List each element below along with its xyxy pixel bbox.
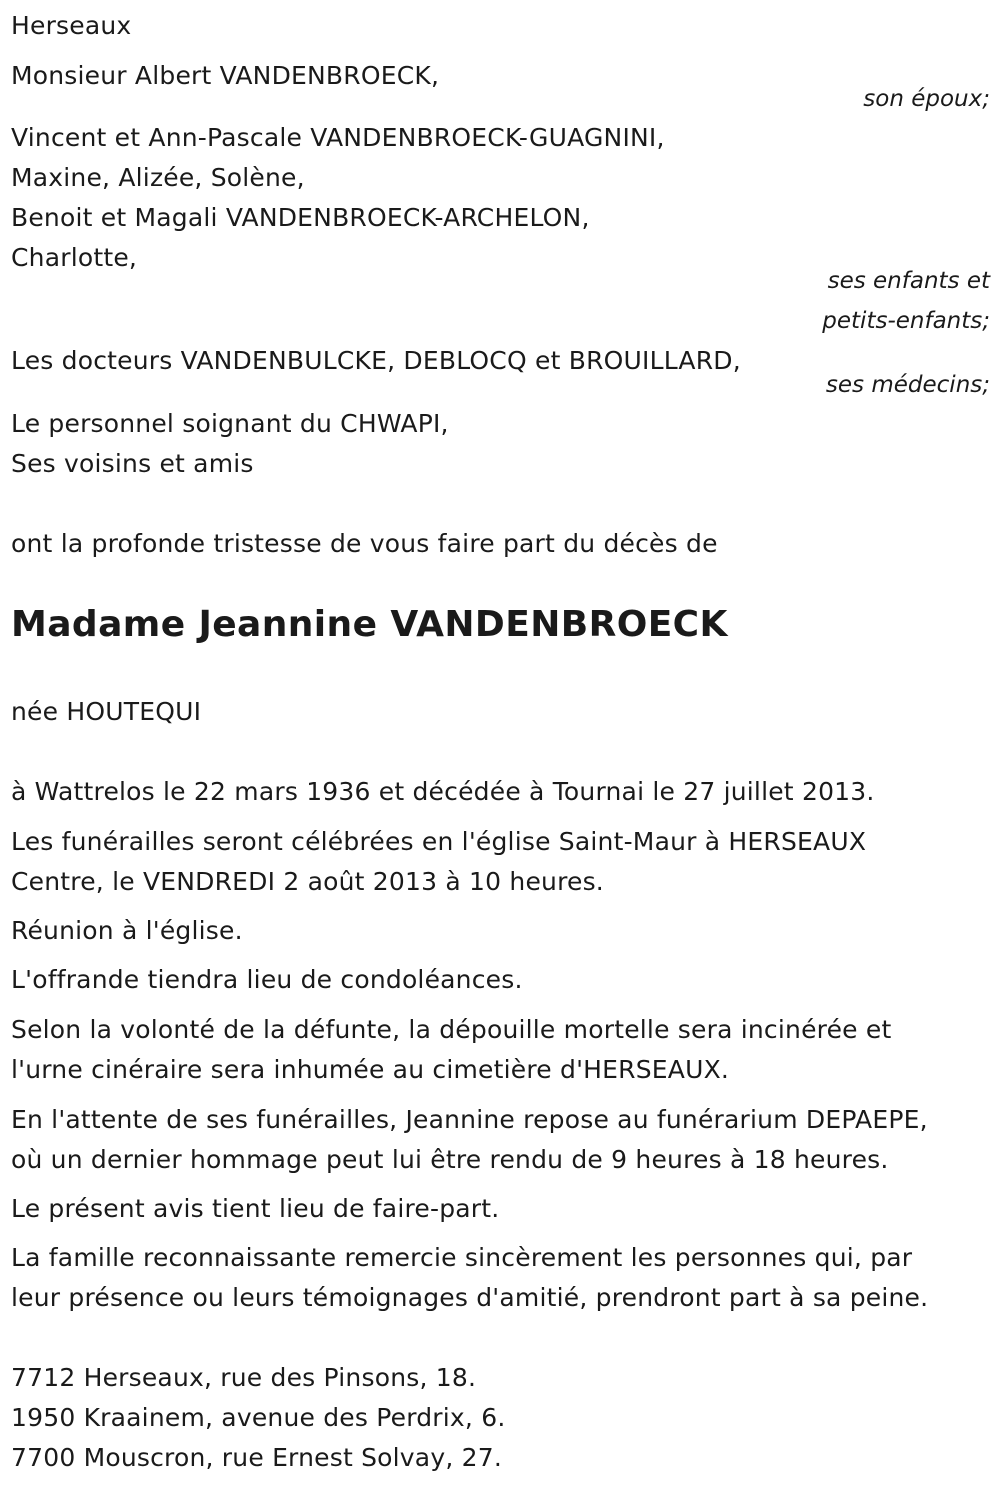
children-relation: ses enfants et [827, 268, 990, 294]
offering-line: L'offrande tiendra lieu de condoléances. [11, 965, 523, 994]
maiden-name: née HOUTEQUI [11, 697, 202, 726]
birth-death-line: à Wattrelos le 22 mars 1936 et décédée à Tournai le 27 juillet 2013. [11, 777, 875, 806]
thanks-line: leur présence ou leurs témoignages d'amitié, prendront part à sa peine. [11, 1283, 929, 1312]
staff-line: Le personnel soignant du CHWAPI, [11, 409, 449, 438]
meeting-line: Réunion à l'église. [11, 916, 243, 945]
grandchildren-line: Charlotte, [11, 243, 138, 272]
address-line: 7700 Mouscron, rue Ernest Solvay, 27. [11, 1443, 502, 1472]
child-line: Vincent et Ann-Pascale VANDENBROECK-GUAGNINI, [11, 123, 665, 152]
funerarium-line: En l'attente de ses funérailles, Jeannine repose au funérarium DEPAEPE, [11, 1105, 928, 1134]
spouse-name: Monsieur Albert VANDENBROECK, [11, 61, 440, 90]
location-heading: Herseaux [11, 11, 132, 40]
doctors-line: Les docteurs VANDENBULCKE, DEBLOCQ et BROUILLARD, [11, 346, 741, 375]
grandchildren-line: Maxine, Alizée, Solène, [11, 163, 305, 192]
cremation-line: Selon la volonté de la défunte, la dépouille mortelle sera incinérée et [11, 1015, 892, 1044]
thanks-line: La famille reconnaissante remercie sincèrement les personnes qui, par [11, 1243, 913, 1272]
friends-line: Ses voisins et amis [11, 449, 254, 478]
child-line: Benoit et Magali VANDENBROECK-ARCHELON, [11, 203, 590, 232]
announcement-text: ont la profonde tristesse de vous faire part du décès de [11, 529, 718, 558]
spouse-relation: son époux; [863, 86, 990, 112]
funerarium-line: où un dernier hommage peut lui être rendu de 9 heures à 18 heures. [11, 1145, 889, 1174]
doctors-relation: ses médecins; [825, 372, 990, 398]
address-line: 7712 Herseaux, rue des Pinsons, 18. [11, 1363, 477, 1392]
address-line: 1950 Kraainem, avenue des Perdrix, 6. [11, 1403, 506, 1432]
notice-line: Le présent avis tient lieu de faire-part. [11, 1194, 500, 1223]
children-relation: petits-enfants; [822, 308, 990, 334]
funeral-line: Centre, le VENDREDI 2 août 2013 à 10 heures. [11, 867, 604, 896]
deceased-name: Madame Jeannine VANDENBROECK [11, 604, 728, 645]
funeral-line: Les funérailles seront célébrées en l'église Saint-Maur à HERSEAUX [11, 827, 867, 856]
cremation-line: l'urne cinéraire sera inhumée au cimetière d'HERSEAUX. [11, 1055, 730, 1084]
